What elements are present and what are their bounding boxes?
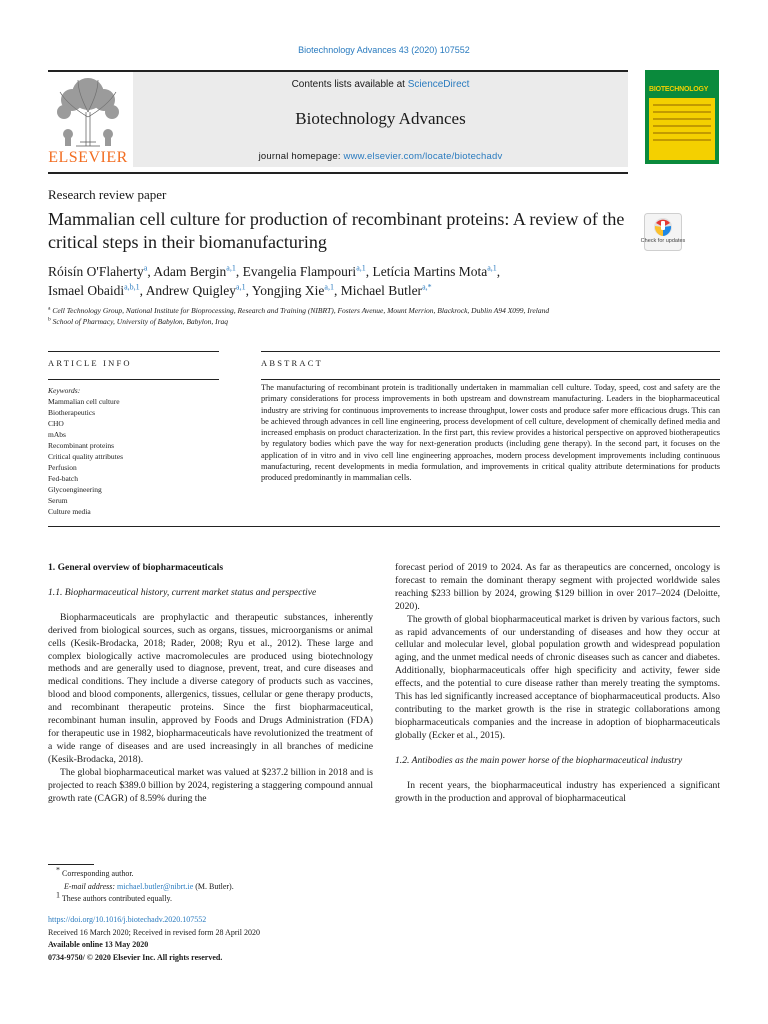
author-separator: , (365, 264, 373, 279)
author-separator: , (235, 264, 243, 279)
keyword-item: Culture media (48, 507, 91, 516)
cover-title: BIOTECHNOLOGY (649, 86, 709, 93)
author-separator: , (333, 283, 341, 298)
cover-text-lines (653, 104, 711, 146)
author-name[interactable]: Letícia Martins Mota (372, 264, 488, 279)
abstract-text: The manufacturing of recombinant protein is traditionally undertaken in mammalian cell culture. Today, speed, cost and safety are the primary considerations for process improvements in both upstream and downstream manufacturing. Leaders in the biopharmaceutical industry are striving for continuous improvements to increase throughput, lower costs and produce safer more efficacious drugs. This can be achieved through advances in cell line engineering, process development of cell culture, development of chemically defined media and increased emphasis on product characterization. In the first part, this review provides a historical perspective on approved biotherapeutics by regulatory bodies which pave the way for next-generation products (including gene therapy). In the second part, it focuses on the application of in vitro and in vivo cell line engineering approaches, modern process development improvements including continuous manufacturing, recent developments in media formulation, and improvements in critical quality attribute determinations for products produced predominantly in mammalian cells. (261, 383, 720, 483)
available-online: Available online 13 May 2020 (48, 940, 149, 950)
journal-homepage-line (133, 151, 628, 162)
article-type: Research review paper (48, 187, 167, 202)
author-affiliation-mark[interactable]: a,1 (226, 263, 236, 273)
keyword-item: Mammalian cell culture (48, 397, 120, 406)
footnote-corresponding: * Corresponding author. (56, 865, 134, 878)
author-name[interactable]: Michael Butler (340, 283, 423, 298)
footnote-text: These authors contributed equally. (61, 894, 172, 904)
affiliation-mark: a (48, 305, 51, 312)
keywords-list (48, 396, 219, 517)
keyword-item: Critical quality attributes (48, 452, 123, 461)
abstract-heading: ABSTRACT (261, 358, 323, 368)
header-bottom-rule (48, 172, 628, 174)
author-name[interactable]: Róisín O'Flaherty (48, 264, 144, 279)
journal-cover-thumbnail[interactable] (645, 70, 719, 164)
affiliation-b (48, 316, 728, 327)
author-affiliation-mark[interactable]: a (143, 263, 148, 273)
footnote-text: Corresponding author. (62, 869, 134, 878)
abstract-top-rule (261, 351, 720, 352)
journal-homepage-link[interactable]: www.elsevier.com/locate/biotechadv (343, 151, 503, 162)
footnotes (48, 865, 378, 906)
author-separator: , (139, 283, 146, 298)
contents-line (133, 79, 628, 90)
keyword-item: Serum (48, 496, 68, 505)
author-affiliation-mark[interactable]: a,* (422, 282, 432, 292)
keyword-item: Perfusion (48, 463, 77, 472)
keywords-block (48, 385, 219, 517)
author-affiliation-mark[interactable]: a,1 (356, 263, 366, 273)
author-affiliation-mark[interactable]: a,b,1 (124, 282, 140, 292)
keyword-item: Biotherapeutics (48, 408, 96, 417)
author-name[interactable]: Yongjing Xie (251, 283, 325, 298)
footnote-rule (48, 864, 94, 865)
journal-title: Biotechnology Advances (295, 109, 466, 128)
article-info-top-rule (48, 351, 219, 352)
copyright: 0734-9750/ © 2020 Elsevier Inc. All rights reserved. (48, 952, 223, 962)
subsection-heading: 1.2. Antibodies as the main power horse of the biopharmaceutical industry (395, 754, 683, 766)
author-separator: , (147, 264, 154, 279)
author-affiliation-mark[interactable]: a,1 (324, 282, 334, 292)
received-dates: Received 16 March 2020; Received in revised form 28 April 2020 (48, 927, 260, 937)
body-paragraph: Biopharmaceuticals are prophylactic and therapeutic substances, inherently derived from biological sources, such as organs, tissues, microorganisms or animal cells (Kesik-Brodacka, 2018; Rader, 2008; Ryu et al., 2012). These large and complex biologically active macromolecules are produced using biotechnology methods and are generally used to diagnose, prevent, treat, and cure diseases and medical conditions. They include a diverse category of products such as vaccines, blood and blood components, allergenics, tissues, cellular or gene therapy products, and recombinant therapeutic proteins. Since the first biopharmaceutical, recombinant human insulin, approved by Foods and Drugs Administration (FDA) for therapeutic use in 1982, biopharmaceuticals have revolutionized the treatment of a wide range of diseases and are used increasingly in all branches of medicine (Kesik-Brodacka, 2018). (48, 611, 373, 765)
body-paragraph: In recent years, the biopharmaceutical industry has experienced a significant growth in the production and approval of biopharmaceutical (395, 779, 720, 804)
subsection-heading: 1.1. Biopharmaceutical history, current market status and perspective (48, 586, 317, 598)
contents-prefix: Contents lists available at (291, 79, 408, 90)
keywords-label: Keywords: (48, 386, 81, 395)
body-column-left (48, 562, 373, 805)
section-heading: 1. General overview of biopharmaceuticals (48, 562, 224, 573)
crossmark-label: Check for updates (640, 238, 686, 244)
homepage-prefix: journal homepage: (258, 151, 344, 162)
footnote-equal: $^1$ These authors contributed equally. (56, 890, 172, 904)
journal-reference[interactable]: Biotechnology Advances 43 (2020) 107552 (298, 45, 470, 55)
author-name[interactable]: Adam Bergin (153, 264, 227, 279)
footnote-email (48, 881, 378, 894)
keyword-item: mAbs (48, 430, 66, 439)
affiliation-text: Cell Technology Group, National Institute for Bioprocessing, Research and Training (NIBRT), Fosters Avenue, Mount Merrion, Blackrock, Dublin A94 X099, Ireland (52, 306, 550, 315)
author-affiliation-mark[interactable]: a,1 (487, 263, 497, 273)
affiliation-a (48, 305, 728, 316)
email-link[interactable]: michael.butler@nibrt.ie (117, 881, 194, 891)
email-suffix: (M. Butler). (193, 881, 234, 891)
author-separator: , (245, 283, 252, 298)
email-label: E-mail address: (64, 881, 118, 891)
author-name[interactable]: Andrew Quigley (145, 283, 237, 298)
author-affiliation-mark[interactable]: a,1 (236, 282, 246, 292)
elsevier-wordmark: ELSEVIER (48, 149, 128, 166)
article-metadata (48, 914, 378, 964)
author-name[interactable]: Ismael Obaidi (48, 283, 125, 298)
keyword-item: Glycoengineering (48, 485, 102, 494)
abstract-rule (261, 379, 720, 380)
body-paragraph: The global biopharmaceutical market was valued at $237.2 billion in 2018 and is projected to reach $389.0 billion by 2024, registering a staggering compound annual growth rate (CAGR) of 8.59% during the (48, 766, 373, 804)
abstract-bottom-rule (48, 526, 720, 527)
author-separator: , (496, 264, 501, 279)
article-info-rule (48, 379, 219, 380)
body-paragraph: forecast period of 2019 to 2024. As far as therapeutics are concerned, oncology is forecast to remain the dominant therapy segment with projected worldwide sales reaching $233 billion by 2024, growing $129 billion in over 2017–2024 (Deloitte, 2020). (395, 562, 720, 612)
body-column-right (395, 562, 720, 805)
article-info-heading: ARTICLE INFO (48, 358, 132, 368)
crossmark-icon[interactable] (644, 213, 682, 251)
sciencedirect-link[interactable]: ScienceDirect (407, 79, 470, 90)
doi-link[interactable]: https://doi.org/10.1016/j.biotechadv.2020.107552 (48, 915, 207, 924)
keyword-item: Recombinant proteins (48, 441, 115, 450)
keyword-item: CHO (48, 419, 64, 428)
article-title: Mammalian cell culture for production of recombinant proteins: A review of the critical steps in their biomanufacturing (48, 209, 625, 252)
affiliations (48, 305, 728, 327)
author-name[interactable]: Evangelia Flampouri (242, 264, 357, 279)
author-list (48, 262, 728, 300)
affiliation-text: School of Pharmacy, University of Babylon, Babylon, Iraq (52, 317, 229, 326)
affiliation-mark: b (48, 316, 51, 323)
keyword-item: Fed-batch (48, 474, 78, 483)
body-paragraph: The growth of global biopharmaceutical market is driven by various factors, such as rapid advancements of our understanding of diseases and how they occur at cellular and molecular level, global population growth and widespread population aging, and the unmet medical needs of chronic diseases such as cancer and diabetes. Additionally, biopharmaceuticals offer high specificity and activity, fewer side effects, and the potential to cure disease rather than merely treating the symptoms. This has led significantly increased acceptance of biopharmaceutical products. Also contributing to the market growth is the rise in strategic collaborations among biopharmaceuticals companies and the increase in adoption of biopharmaceuticals globally (Ecker et al., 2015). (395, 613, 720, 741)
